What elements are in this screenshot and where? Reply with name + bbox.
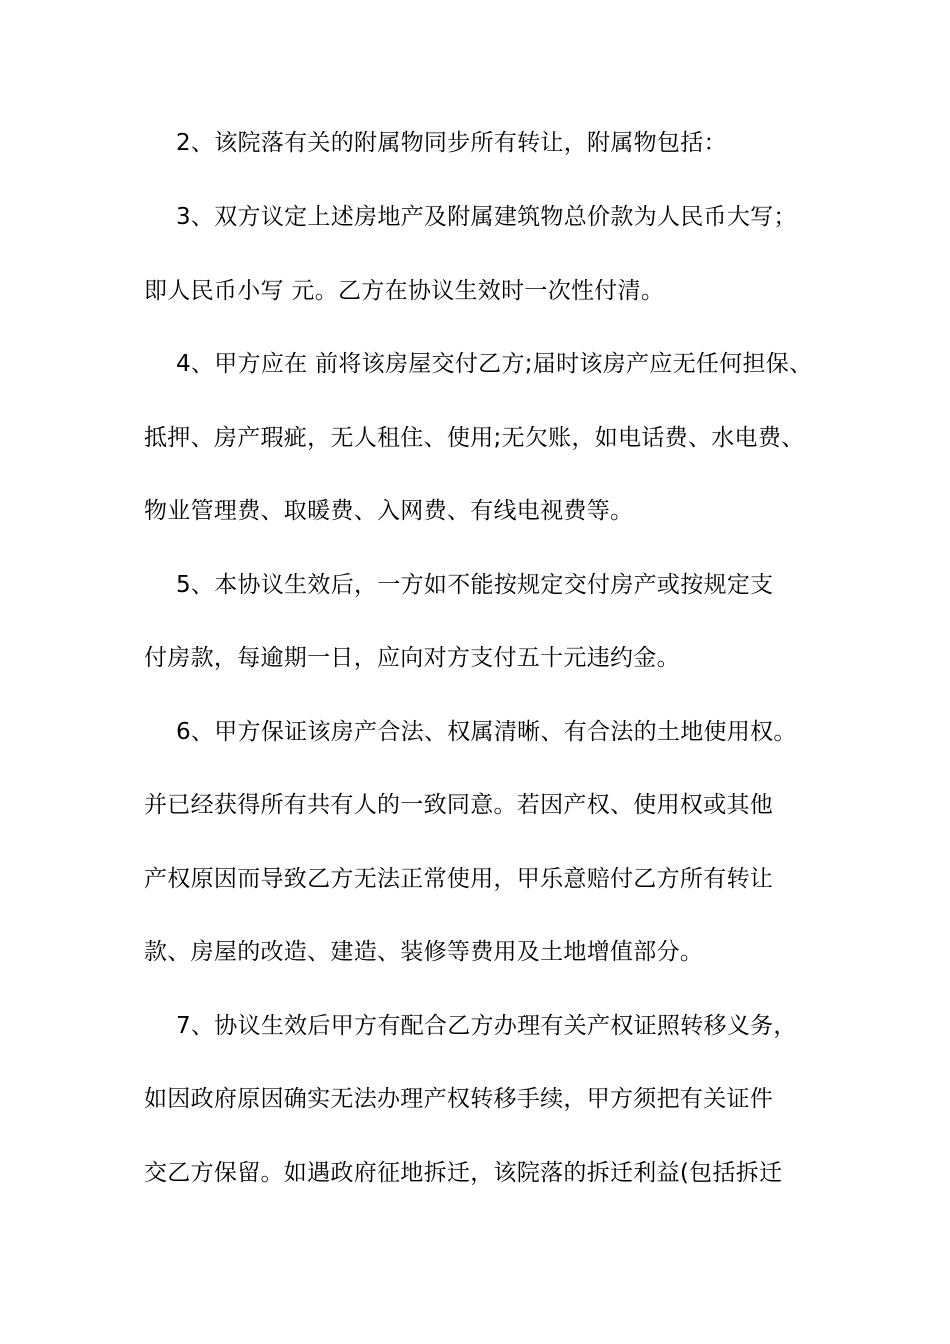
clause-6-line-3: 产权原因而导致乙方无法正常使用，甲乐意赔付乙方所有转让 [144,866,774,892]
clause-3-line-1: 3、双方议定上述房地产及附属建筑物总价款为人民币大写； [176,204,797,230]
clause-2-line-1: 2、该院落有关的附属物同步所有转让，附属物包括： [176,130,727,156]
clause-7-line-2: 如因政府原因确实无法办理产权转移手续，甲方须把有关证件 [144,1086,774,1112]
clause-6-line-2: 并已经获得所有共有人的一致同意。若因产权、使用权或其他 [144,792,774,818]
clause-7-line-1: 7、协议生效后甲方有配合乙方办理有关产权证照转移义务， [176,1013,797,1039]
clause-4-line-3: 物业管理费、取暖费、入网费、有线电视费等。 [144,498,634,524]
clause-6-line-4: 款、房屋的改造、建造、装修等费用及土地增值部分。 [144,939,704,965]
clause-3-line-2: 即人民币小写 元。乙方在协议生效时一次性付清。 [144,278,665,304]
clause-6-line-1: 6、甲方保证该房产合法、权属清晰、有合法的土地使用权。 [176,719,797,745]
clause-7-line-3: 交乙方保留。如遇政府征地拆迁，该院落的拆迁利益(包括拆迁 [144,1160,783,1186]
clause-4-line-1: 4、甲方应在 前将该房屋交付乙方;届时该房产应无任何担保、 [176,351,813,377]
clause-5-line-1: 5、本协议生效后，一方如不能按规定交付房产或按规定支 [176,572,774,598]
clause-4-line-2: 抵押、房产瑕疵，无人租住、使用;无欠账，如电话费、水电费、 [144,425,805,451]
clause-5-line-2: 付房款，每逾期一日，应向对方支付五十元违约金。 [144,645,680,671]
